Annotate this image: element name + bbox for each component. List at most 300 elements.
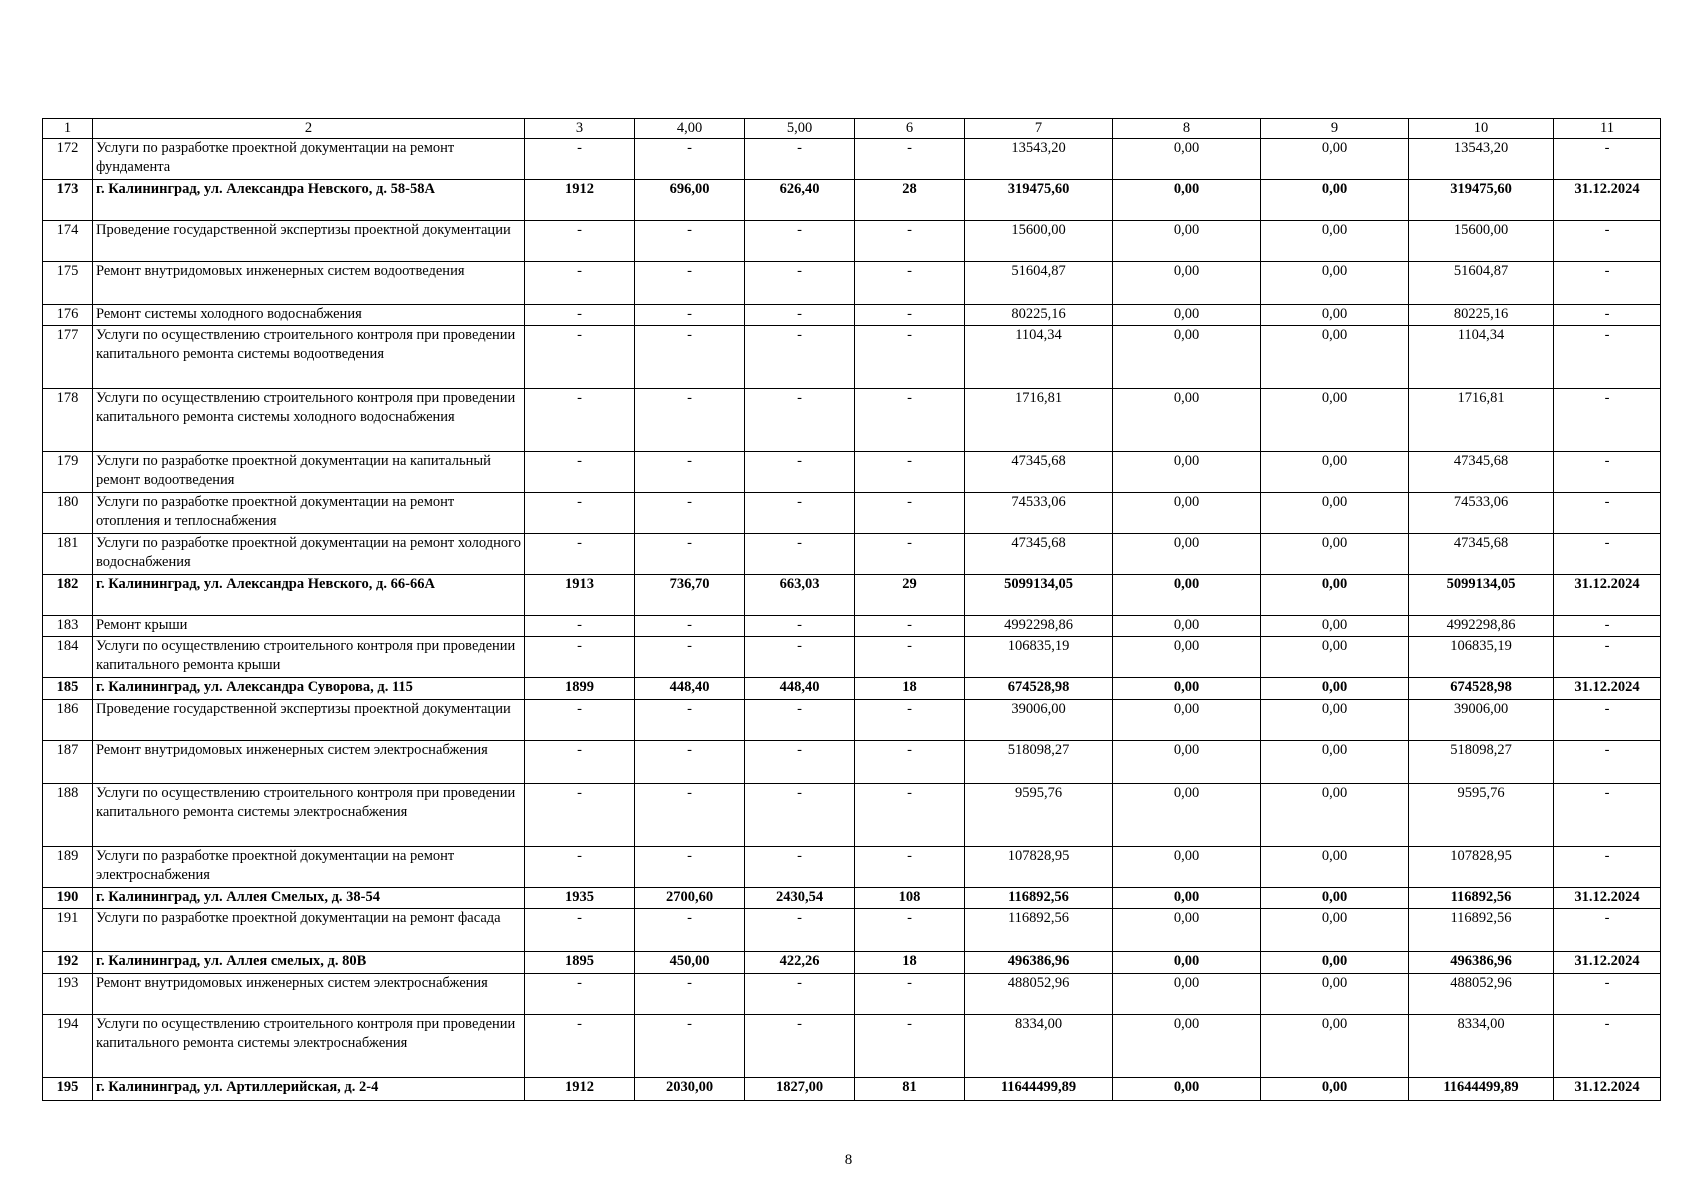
col-7: 74533,06 [965, 493, 1113, 534]
col-3: - [525, 493, 635, 534]
col-4: - [635, 847, 745, 888]
col-7: 488052,96 [965, 974, 1113, 1015]
col-4: - [635, 974, 745, 1015]
col-11: - [1554, 616, 1661, 637]
work-row [43, 452, 1661, 493]
col-9: 0,00 [1261, 534, 1409, 575]
col-7: 674528,98 [965, 678, 1113, 700]
col-11: - [1554, 741, 1661, 784]
col-4: 2030,00 [635, 1078, 745, 1101]
col-10: 116892,56 [1409, 909, 1554, 952]
col-5: - [745, 493, 855, 534]
address-row [43, 952, 1661, 974]
col-3: 1895 [525, 952, 635, 974]
col-11: 31.12.2024 [1554, 952, 1661, 974]
col-9: 0,00 [1261, 888, 1409, 909]
work-name: Услуги по осуществлению строительного контроля при проведении капитального ремонта крыши [93, 637, 525, 678]
work-name: Услуги по осуществлению строительного контроля при проведении капитального ремонта системы электроснабжения [93, 784, 525, 847]
col-5: - [745, 974, 855, 1015]
col-6: - [855, 534, 965, 575]
col-7: 47345,68 [965, 534, 1113, 575]
col-8: 0,00 [1113, 221, 1261, 262]
work-row [43, 221, 1661, 262]
col-6: - [855, 700, 965, 741]
col-7: 8334,00 [965, 1015, 1113, 1078]
col-11: - [1554, 1015, 1661, 1078]
work-name: Услуги по разработке проектной документации на ремонт фундамента [93, 139, 525, 180]
row-number: 186 [43, 700, 93, 741]
header-cell: 9 [1261, 119, 1409, 139]
col-4: - [635, 493, 745, 534]
col-8: 0,00 [1113, 262, 1261, 305]
row-number: 182 [43, 575, 93, 616]
col-7: 13543,20 [965, 139, 1113, 180]
col-9: 0,00 [1261, 305, 1409, 326]
col-9: 0,00 [1261, 974, 1409, 1015]
col-3: - [525, 326, 635, 389]
work-row [43, 637, 1661, 678]
col-5: - [745, 452, 855, 493]
col-10: 15600,00 [1409, 221, 1554, 262]
col-7: 11644499,89 [965, 1078, 1113, 1101]
col-3: - [525, 974, 635, 1015]
col-6: 18 [855, 952, 965, 974]
col-5: 626,40 [745, 180, 855, 221]
col-7: 5099134,05 [965, 575, 1113, 616]
col-5: - [745, 700, 855, 741]
col-3: - [525, 784, 635, 847]
col-5: - [745, 741, 855, 784]
col-4: - [635, 784, 745, 847]
work-name: Услуги по разработке проектной документации на ремонт фасада [93, 909, 525, 952]
col-9: 0,00 [1261, 221, 1409, 262]
header-cell: 1 [43, 119, 93, 139]
work-name: Услуги по разработке проектной документации на ремонт электроснабжения [93, 847, 525, 888]
row-number: 189 [43, 847, 93, 888]
work-row [43, 616, 1661, 637]
col-8: 0,00 [1113, 700, 1261, 741]
col-4: 736,70 [635, 575, 745, 616]
address-row [43, 1078, 1661, 1101]
work-name: Услуги по разработке проектной документации на капитальный ремонт водоотведения [93, 452, 525, 493]
col-6: 108 [855, 888, 965, 909]
col-6: - [855, 637, 965, 678]
col-4: - [635, 1015, 745, 1078]
row-number: 174 [43, 221, 93, 262]
col-9: 0,00 [1261, 389, 1409, 452]
col-7: 518098,27 [965, 741, 1113, 784]
col-10: 106835,19 [1409, 637, 1554, 678]
col-7: 116892,56 [965, 888, 1113, 909]
col-3: - [525, 1015, 635, 1078]
col-7: 116892,56 [965, 909, 1113, 952]
work-name: г. Калининград, ул. Александра Невского, д. 66-66А [93, 575, 525, 616]
col-3: - [525, 262, 635, 305]
col-7: 1716,81 [965, 389, 1113, 452]
col-7: 4992298,86 [965, 616, 1113, 637]
col-4: - [635, 700, 745, 741]
col-11: - [1554, 700, 1661, 741]
col-7: 319475,60 [965, 180, 1113, 221]
col-10: 496386,96 [1409, 952, 1554, 974]
col-10: 39006,00 [1409, 700, 1554, 741]
work-name: Услуги по осуществлению строительного контроля при проведении капитального ремонта системы водоотведения [93, 326, 525, 389]
row-number: 183 [43, 616, 93, 637]
col-8: 0,00 [1113, 888, 1261, 909]
col-9: 0,00 [1261, 493, 1409, 534]
row-number: 175 [43, 262, 93, 305]
col-4: - [635, 221, 745, 262]
col-11: 31.12.2024 [1554, 575, 1661, 616]
work-name: Ремонт крыши [93, 616, 525, 637]
col-7: 39006,00 [965, 700, 1113, 741]
col-11: - [1554, 139, 1661, 180]
col-6: - [855, 221, 965, 262]
col-7: 51604,87 [965, 262, 1113, 305]
col-6: - [855, 262, 965, 305]
col-8: 0,00 [1113, 180, 1261, 221]
col-4: 2700,60 [635, 888, 745, 909]
row-number: 185 [43, 678, 93, 700]
col-5: 2430,54 [745, 888, 855, 909]
col-11: - [1554, 262, 1661, 305]
col-8: 0,00 [1113, 305, 1261, 326]
work-row [43, 909, 1661, 952]
row-number: 194 [43, 1015, 93, 1078]
work-row [43, 1015, 1661, 1078]
col-5: - [745, 139, 855, 180]
header-cell: 2 [93, 119, 525, 139]
work-name: Проведение государственной экспертизы проектной документации [93, 221, 525, 262]
address-row [43, 888, 1661, 909]
col-6: - [855, 389, 965, 452]
col-7: 15600,00 [965, 221, 1113, 262]
col-11: 31.12.2024 [1554, 888, 1661, 909]
col-9: 0,00 [1261, 952, 1409, 974]
work-row [43, 534, 1661, 575]
col-5: 663,03 [745, 575, 855, 616]
work-name: Услуги по осуществлению строительного контроля при проведении капитального ремонта системы электроснабжения [93, 1015, 525, 1078]
page-number: 8 [844, 1152, 853, 1168]
address-row [43, 180, 1661, 221]
col-8: 0,00 [1113, 1015, 1261, 1078]
col-8: 0,00 [1113, 534, 1261, 575]
work-name: Ремонт внутридомовых инженерных систем водоотведения [93, 262, 525, 305]
col-9: 0,00 [1261, 1078, 1409, 1101]
work-row [43, 741, 1661, 784]
col-10: 4992298,86 [1409, 616, 1554, 637]
col-6: 81 [855, 1078, 965, 1101]
col-10: 51604,87 [1409, 262, 1554, 305]
work-row [43, 493, 1661, 534]
col-9: 0,00 [1261, 575, 1409, 616]
col-6: - [855, 784, 965, 847]
col-3: - [525, 847, 635, 888]
col-11: - [1554, 305, 1661, 326]
col-3: - [525, 452, 635, 493]
col-11: - [1554, 847, 1661, 888]
col-5: - [745, 637, 855, 678]
col-10: 13543,20 [1409, 139, 1554, 180]
row-number: 179 [43, 452, 93, 493]
header-cell: 10 [1409, 119, 1554, 139]
col-11: - [1554, 909, 1661, 952]
col-7: 107828,95 [965, 847, 1113, 888]
col-10: 518098,27 [1409, 741, 1554, 784]
col-5: - [745, 326, 855, 389]
work-name: г. Калининград, ул. Аллея Смелых, д. 38-54 [93, 888, 525, 909]
col-9: 0,00 [1261, 847, 1409, 888]
row-number: 176 [43, 305, 93, 326]
col-11: 31.12.2024 [1554, 1078, 1661, 1101]
col-6: - [855, 139, 965, 180]
col-4: 450,00 [635, 952, 745, 974]
col-4: - [635, 326, 745, 389]
col-3: - [525, 305, 635, 326]
col-10: 674528,98 [1409, 678, 1554, 700]
col-9: 0,00 [1261, 1015, 1409, 1078]
col-11: - [1554, 974, 1661, 1015]
col-10: 9595,76 [1409, 784, 1554, 847]
col-4: - [635, 262, 745, 305]
col-7: 1104,34 [965, 326, 1113, 389]
row-number: 192 [43, 952, 93, 974]
col-10: 1716,81 [1409, 389, 1554, 452]
col-3: - [525, 139, 635, 180]
col-10: 74533,06 [1409, 493, 1554, 534]
col-4: - [635, 305, 745, 326]
col-6: - [855, 1015, 965, 1078]
col-5: - [745, 616, 855, 637]
col-3: - [525, 221, 635, 262]
col-8: 0,00 [1113, 909, 1261, 952]
col-8: 0,00 [1113, 616, 1261, 637]
col-5: - [745, 389, 855, 452]
col-11: - [1554, 784, 1661, 847]
col-3: - [525, 909, 635, 952]
row-number: 190 [43, 888, 93, 909]
col-7: 9595,76 [965, 784, 1113, 847]
work-name: Ремонт внутридомовых инженерных систем электроснабжения [93, 741, 525, 784]
col-4: 696,00 [635, 180, 745, 221]
col-8: 0,00 [1113, 389, 1261, 452]
col-8: 0,00 [1113, 974, 1261, 1015]
address-row [43, 678, 1661, 700]
row-number: 172 [43, 139, 93, 180]
work-name: Проведение государственной экспертизы проектной документации [93, 700, 525, 741]
col-6: - [855, 493, 965, 534]
row-number: 173 [43, 180, 93, 221]
col-8: 0,00 [1113, 637, 1261, 678]
col-5: - [745, 262, 855, 305]
work-name: Ремонт системы холодного водоснабжения [93, 305, 525, 326]
col-8: 0,00 [1113, 678, 1261, 700]
col-8: 0,00 [1113, 847, 1261, 888]
col-6: - [855, 616, 965, 637]
col-7: 47345,68 [965, 452, 1113, 493]
row-number: 178 [43, 389, 93, 452]
col-3: - [525, 534, 635, 575]
col-10: 116892,56 [1409, 888, 1554, 909]
work-name: г. Калининград, ул. Артиллерийская, д. 2-4 [93, 1078, 525, 1101]
col-3: - [525, 616, 635, 637]
col-8: 0,00 [1113, 575, 1261, 616]
col-4: 448,40 [635, 678, 745, 700]
col-10: 107828,95 [1409, 847, 1554, 888]
work-name: г. Калининград, ул. Александра Невского, д. 58-58А [93, 180, 525, 221]
col-8: 0,00 [1113, 326, 1261, 389]
header-cell: 5,00 [745, 119, 855, 139]
row-number: 181 [43, 534, 93, 575]
col-3: - [525, 637, 635, 678]
address-row [43, 575, 1661, 616]
col-11: - [1554, 534, 1661, 575]
row-number: 193 [43, 974, 93, 1015]
work-row [43, 389, 1661, 452]
col-3: 1935 [525, 888, 635, 909]
col-3: - [525, 389, 635, 452]
col-6: - [855, 974, 965, 1015]
col-5: 1827,00 [745, 1078, 855, 1101]
col-6: 29 [855, 575, 965, 616]
col-5: - [745, 1015, 855, 1078]
col-4: - [635, 452, 745, 493]
work-row [43, 139, 1661, 180]
col-3: 1913 [525, 575, 635, 616]
header-cell: 8 [1113, 119, 1261, 139]
col-5: - [745, 909, 855, 952]
col-9: 0,00 [1261, 909, 1409, 952]
col-3: 1912 [525, 180, 635, 221]
row-number: 180 [43, 493, 93, 534]
col-3: - [525, 700, 635, 741]
col-11: - [1554, 637, 1661, 678]
col-6: 28 [855, 180, 965, 221]
col-9: 0,00 [1261, 616, 1409, 637]
col-11: 31.12.2024 [1554, 180, 1661, 221]
col-11: 31.12.2024 [1554, 678, 1661, 700]
col-3: 1912 [525, 1078, 635, 1101]
col-9: 0,00 [1261, 452, 1409, 493]
work-name: Ремонт внутридомовых инженерных систем электроснабжения [93, 974, 525, 1015]
col-4: - [635, 389, 745, 452]
col-10: 1104,34 [1409, 326, 1554, 389]
header-cell: 7 [965, 119, 1113, 139]
col-4: - [635, 534, 745, 575]
col-4: - [635, 741, 745, 784]
col-5: - [745, 305, 855, 326]
col-8: 0,00 [1113, 452, 1261, 493]
row-number: 191 [43, 909, 93, 952]
col-3: - [525, 741, 635, 784]
work-name: г. Калининград, ул. Александра Суворова, д. 115 [93, 678, 525, 700]
row-number: 195 [43, 1078, 93, 1101]
col-5: - [745, 847, 855, 888]
col-11: - [1554, 389, 1661, 452]
col-10: 488052,96 [1409, 974, 1554, 1015]
work-row [43, 262, 1661, 305]
col-4: - [635, 909, 745, 952]
col-8: 0,00 [1113, 139, 1261, 180]
col-6: - [855, 326, 965, 389]
col-4: - [635, 616, 745, 637]
col-8: 0,00 [1113, 952, 1261, 974]
col-8: 0,00 [1113, 741, 1261, 784]
col-6: - [855, 909, 965, 952]
col-9: 0,00 [1261, 741, 1409, 784]
work-name: г. Калининград, ул. Аллея смелых, д. 80В [93, 952, 525, 974]
col-4: - [635, 139, 745, 180]
col-8: 0,00 [1113, 493, 1261, 534]
col-9: 0,00 [1261, 180, 1409, 221]
col-10: 11644499,89 [1409, 1078, 1554, 1101]
col-6: - [855, 847, 965, 888]
col-5: - [745, 534, 855, 575]
col-9: 0,00 [1261, 784, 1409, 847]
work-name: Услуги по разработке проектной документации на ремонт холодного водоснабжения [93, 534, 525, 575]
col-11: - [1554, 493, 1661, 534]
col-10: 80225,16 [1409, 305, 1554, 326]
col-9: 0,00 [1261, 139, 1409, 180]
col-5: 448,40 [745, 678, 855, 700]
col-10: 8334,00 [1409, 1015, 1554, 1078]
work-row [43, 700, 1661, 741]
col-6: - [855, 305, 965, 326]
col-11: - [1554, 326, 1661, 389]
col-10: 47345,68 [1409, 534, 1554, 575]
work-row [43, 305, 1661, 326]
work-name: Услуги по осуществлению строительного контроля при проведении капитального ремонта системы холодного водоснабжения [93, 389, 525, 452]
header-cell: 4,00 [635, 119, 745, 139]
col-9: 0,00 [1261, 678, 1409, 700]
col-5: 422,26 [745, 952, 855, 974]
work-row [43, 974, 1661, 1015]
col-5: - [745, 784, 855, 847]
col-9: 0,00 [1261, 326, 1409, 389]
header-row [43, 119, 1661, 139]
col-6: - [855, 452, 965, 493]
col-4: - [635, 637, 745, 678]
col-7: 80225,16 [965, 305, 1113, 326]
col-8: 0,00 [1113, 1078, 1261, 1101]
work-row [43, 326, 1661, 389]
works-table [42, 118, 1661, 1101]
row-number: 188 [43, 784, 93, 847]
col-8: 0,00 [1113, 784, 1261, 847]
work-name: Услуги по разработке проектной документации на ремонт отопления и теплоснабжения [93, 493, 525, 534]
col-3: 1899 [525, 678, 635, 700]
header-cell: 11 [1554, 119, 1661, 139]
work-row [43, 784, 1661, 847]
col-7: 106835,19 [965, 637, 1113, 678]
row-number: 184 [43, 637, 93, 678]
col-6: 18 [855, 678, 965, 700]
work-row [43, 847, 1661, 888]
col-6: - [855, 741, 965, 784]
row-number: 177 [43, 326, 93, 389]
col-9: 0,00 [1261, 637, 1409, 678]
col-9: 0,00 [1261, 262, 1409, 305]
col-10: 319475,60 [1409, 180, 1554, 221]
col-7: 496386,96 [965, 952, 1113, 974]
col-10: 47345,68 [1409, 452, 1554, 493]
row-number: 187 [43, 741, 93, 784]
col-11: - [1554, 452, 1661, 493]
col-9: 0,00 [1261, 700, 1409, 741]
header-cell: 6 [855, 119, 965, 139]
col-11: - [1554, 221, 1661, 262]
col-10: 5099134,05 [1409, 575, 1554, 616]
